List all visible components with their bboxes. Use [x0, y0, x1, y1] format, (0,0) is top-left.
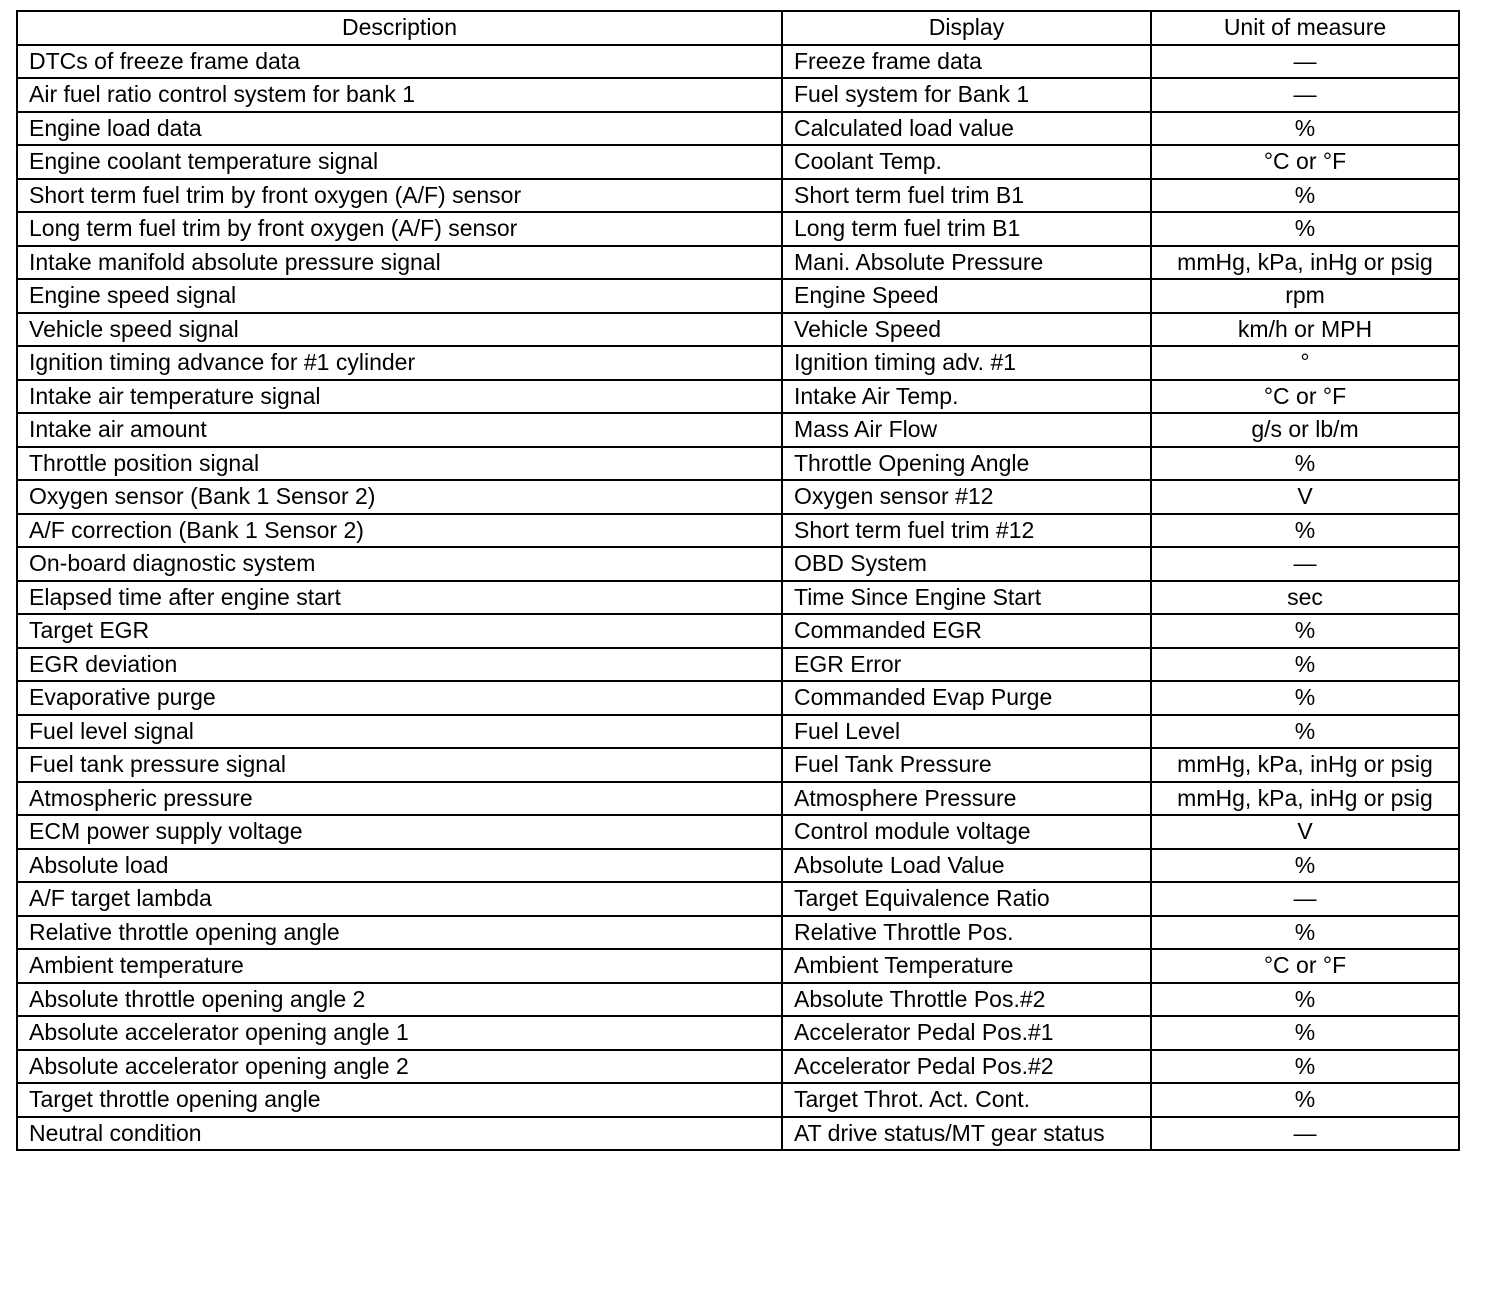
description-cell: Intake manifold absolute pressure signal — [17, 246, 782, 280]
display-cell: OBD System — [782, 547, 1151, 581]
display-cell: Absolute Load Value — [782, 849, 1151, 883]
table-row — [17, 447, 1459, 481]
display-cell: Coolant Temp. — [782, 145, 1151, 179]
description-cell: Absolute load — [17, 849, 782, 883]
display-cell: Fuel Tank Pressure — [782, 748, 1151, 782]
table-row — [17, 815, 1459, 849]
display-cell: Control module voltage — [782, 815, 1151, 849]
description-cell: Ambient temperature — [17, 949, 782, 983]
unit-cell: km/h or MPH — [1151, 313, 1459, 347]
description-cell: EGR deviation — [17, 648, 782, 682]
description-cell: On-board diagnostic system — [17, 547, 782, 581]
display-cell: Time Since Engine Start — [782, 581, 1151, 615]
description-cell: Throttle position signal — [17, 447, 782, 481]
unit-cell: % — [1151, 715, 1459, 749]
unit-cell: ° — [1151, 346, 1459, 380]
unit-cell: — — [1151, 1117, 1459, 1151]
display-cell: Accelerator Pedal Pos.#2 — [782, 1050, 1151, 1084]
unit-cell: rpm — [1151, 279, 1459, 313]
unit-cell: mmHg, kPa, inHg or psig — [1151, 748, 1459, 782]
table-row — [17, 212, 1459, 246]
table-row — [17, 45, 1459, 79]
table-row — [17, 112, 1459, 146]
description-cell: Absolute accelerator opening angle 1 — [17, 1016, 782, 1050]
freeze-frame-data-table — [16, 10, 1460, 1151]
unit-cell: % — [1151, 514, 1459, 548]
unit-cell: % — [1151, 983, 1459, 1017]
display-cell: Mass Air Flow — [782, 413, 1151, 447]
display-cell: Intake Air Temp. — [782, 380, 1151, 414]
display-cell: Target Throt. Act. Cont. — [782, 1083, 1151, 1117]
table-row — [17, 648, 1459, 682]
unit-cell: °C or °F — [1151, 949, 1459, 983]
display-cell: Fuel system for Bank 1 — [782, 78, 1151, 112]
description-cell: Intake air temperature signal — [17, 380, 782, 414]
unit-cell: % — [1151, 916, 1459, 950]
description-cell: Intake air amount — [17, 413, 782, 447]
description-cell: Engine load data — [17, 112, 782, 146]
unit-cell: % — [1151, 849, 1459, 883]
table-row — [17, 1050, 1459, 1084]
unit-cell: % — [1151, 648, 1459, 682]
display-cell: Relative Throttle Pos. — [782, 916, 1151, 950]
unit-cell: V — [1151, 815, 1459, 849]
table-row — [17, 882, 1459, 916]
unit-cell: % — [1151, 1016, 1459, 1050]
table-row — [17, 681, 1459, 715]
header-display: Display — [782, 11, 1151, 45]
table-row — [17, 949, 1459, 983]
table-row — [17, 916, 1459, 950]
display-cell: Freeze frame data — [782, 45, 1151, 79]
header-description: Description — [17, 11, 782, 45]
unit-cell: % — [1151, 681, 1459, 715]
table-row — [17, 279, 1459, 313]
description-cell: Relative throttle opening angle — [17, 916, 782, 950]
display-cell: Engine Speed — [782, 279, 1151, 313]
description-cell: Fuel tank pressure signal — [17, 748, 782, 782]
display-cell: Short term fuel trim #12 — [782, 514, 1151, 548]
description-cell: Ignition timing advance for #1 cylinder — [17, 346, 782, 380]
display-cell: Throttle Opening Angle — [782, 447, 1151, 481]
table-row — [17, 346, 1459, 380]
table-row — [17, 1083, 1459, 1117]
table-row — [17, 782, 1459, 816]
description-cell: A/F correction (Bank 1 Sensor 2) — [17, 514, 782, 548]
display-cell: Fuel Level — [782, 715, 1151, 749]
header-unit-of-measure: Unit of measure — [1151, 11, 1459, 45]
table-row — [17, 581, 1459, 615]
unit-cell: mmHg, kPa, inHg or psig — [1151, 246, 1459, 280]
unit-cell: % — [1151, 447, 1459, 481]
description-cell: Target throttle opening angle — [17, 1083, 782, 1117]
unit-cell: sec — [1151, 581, 1459, 615]
display-cell: Commanded Evap Purge — [782, 681, 1151, 715]
table-row — [17, 1016, 1459, 1050]
description-cell: Evaporative purge — [17, 681, 782, 715]
description-cell: Short term fuel trim by front oxygen (A/F) sensor — [17, 179, 782, 213]
description-cell: Atmospheric pressure — [17, 782, 782, 816]
display-cell: Ambient Temperature — [782, 949, 1151, 983]
unit-cell: — — [1151, 78, 1459, 112]
table-row — [17, 614, 1459, 648]
description-cell: Engine coolant temperature signal — [17, 145, 782, 179]
unit-cell: % — [1151, 212, 1459, 246]
description-cell: Target EGR — [17, 614, 782, 648]
unit-cell: % — [1151, 112, 1459, 146]
description-cell: Fuel level signal — [17, 715, 782, 749]
unit-cell: — — [1151, 45, 1459, 79]
table-row — [17, 179, 1459, 213]
unit-cell: % — [1151, 1050, 1459, 1084]
display-cell: Vehicle Speed — [782, 313, 1151, 347]
display-cell: Absolute Throttle Pos.#2 — [782, 983, 1151, 1017]
display-cell: Long term fuel trim B1 — [782, 212, 1151, 246]
table-header — [17, 11, 1459, 45]
display-cell: Target Equivalence Ratio — [782, 882, 1151, 916]
table-row — [17, 849, 1459, 883]
unit-cell: V — [1151, 480, 1459, 514]
description-cell: Engine speed signal — [17, 279, 782, 313]
unit-cell: — — [1151, 882, 1459, 916]
table-row — [17, 514, 1459, 548]
description-cell: Absolute throttle opening angle 2 — [17, 983, 782, 1017]
display-cell: AT drive status/MT gear status — [782, 1117, 1151, 1151]
description-cell: Neutral condition — [17, 1117, 782, 1151]
display-cell: Oxygen sensor #12 — [782, 480, 1151, 514]
table-row — [17, 1117, 1459, 1151]
header-row — [17, 11, 1459, 45]
description-cell: A/F target lambda — [17, 882, 782, 916]
display-cell: Calculated load value — [782, 112, 1151, 146]
description-cell: Vehicle speed signal — [17, 313, 782, 347]
display-cell: EGR Error — [782, 648, 1151, 682]
description-cell: Elapsed time after engine start — [17, 581, 782, 615]
table-row — [17, 547, 1459, 581]
table-row — [17, 715, 1459, 749]
description-cell: Absolute accelerator opening angle 2 — [17, 1050, 782, 1084]
display-cell: Commanded EGR — [782, 614, 1151, 648]
display-cell: Atmosphere Pressure — [782, 782, 1151, 816]
table-row — [17, 145, 1459, 179]
display-cell: Mani. Absolute Pressure — [782, 246, 1151, 280]
unit-cell: g/s or lb/m — [1151, 413, 1459, 447]
table-row — [17, 413, 1459, 447]
unit-cell: °C or °F — [1151, 380, 1459, 414]
description-cell: Long term fuel trim by front oxygen (A/F) sensor — [17, 212, 782, 246]
display-cell: Accelerator Pedal Pos.#1 — [782, 1016, 1151, 1050]
table-row — [17, 380, 1459, 414]
unit-cell: mmHg, kPa, inHg or psig — [1151, 782, 1459, 816]
table-row — [17, 983, 1459, 1017]
table-row — [17, 748, 1459, 782]
table-row — [17, 480, 1459, 514]
unit-cell: % — [1151, 179, 1459, 213]
table-row — [17, 246, 1459, 280]
display-cell: Ignition timing adv. #1 — [782, 346, 1151, 380]
description-cell: DTCs of freeze frame data — [17, 45, 782, 79]
table-row — [17, 313, 1459, 347]
unit-cell: % — [1151, 614, 1459, 648]
table-body — [17, 45, 1459, 1151]
unit-cell: °C or °F — [1151, 145, 1459, 179]
description-cell: Air fuel ratio control system for bank 1 — [17, 78, 782, 112]
description-cell: ECM power supply voltage — [17, 815, 782, 849]
unit-cell: — — [1151, 547, 1459, 581]
display-cell: Short term fuel trim B1 — [782, 179, 1151, 213]
description-cell: Oxygen sensor (Bank 1 Sensor 2) — [17, 480, 782, 514]
table-row — [17, 78, 1459, 112]
unit-cell: % — [1151, 1083, 1459, 1117]
